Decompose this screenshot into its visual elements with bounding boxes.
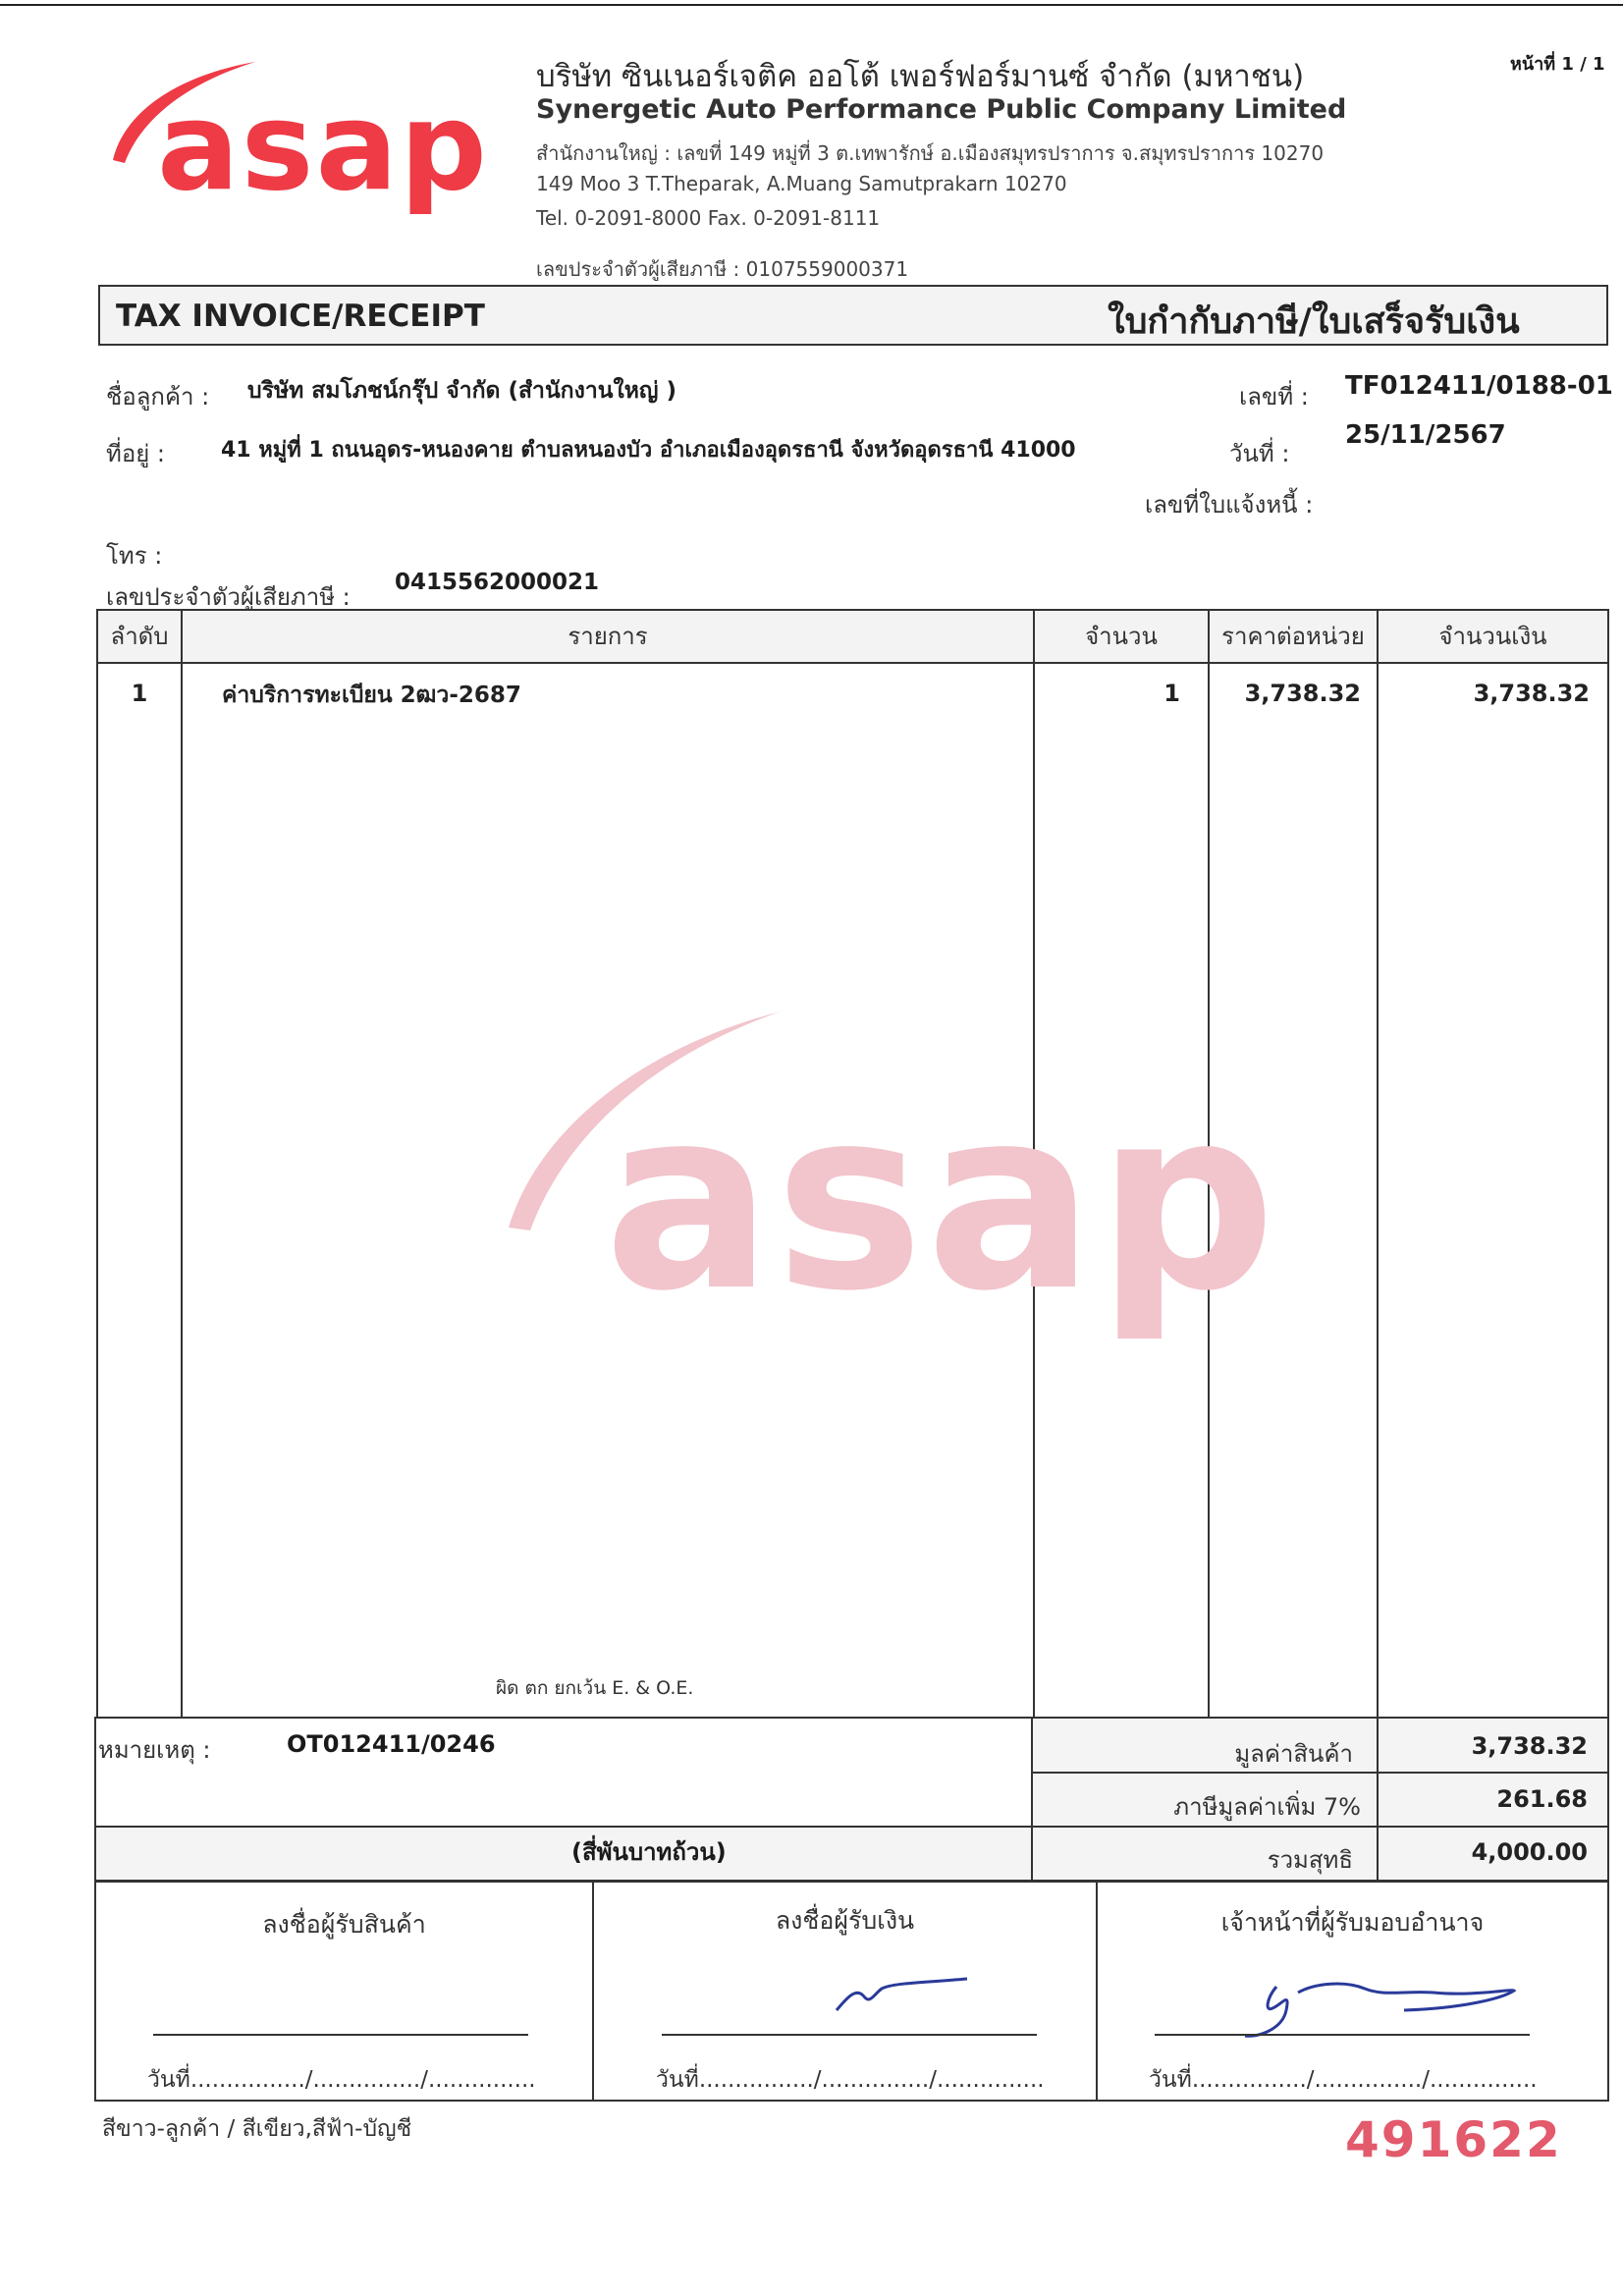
net-total-label: รวมสุทธิ (1267, 1846, 1353, 1874)
date-label: วันที่ (656, 2067, 699, 2093)
customer-tax-id-label: เลขประจำตัวผู้เสียภาษี : (106, 583, 351, 611)
row-quantity: 1 (1163, 680, 1180, 707)
date-dots: ................/.............../............... (1191, 2067, 1538, 2093)
column-header-no: ลำดับ (98, 611, 181, 662)
debit-note-label: เลขที่ใบแจ้งหนี้ : (1145, 491, 1314, 519)
payment-signature (835, 1969, 972, 2018)
company-address-thai: สำนักงานใหญ่ : เลขที่ 149 หมู่ที่ 3 ต.เทพารักษ์ อ.เมืองสมุทรปราการ จ.สมุทรปราการ 10270 (536, 141, 1325, 165)
vat-label: ภาษีมูลค่าเพิ่ม 7% (1173, 1793, 1361, 1821)
amount-in-words: (สี่พันบาทถ้วน) (571, 1838, 727, 1866)
column-header-amount: จำนวนเงิน (1379, 611, 1607, 662)
page-number: หน้าที่ 1 / 1 (1510, 54, 1605, 75)
doc-number-label: เลขที่ : (1239, 383, 1309, 410)
signature-title-authorized: เจ้าหน้าที่ผู้รับมอบอำนาจ (1220, 1908, 1485, 1937)
subtotal-label: มูลค่าสินค้า (1234, 1740, 1353, 1768)
authorized-signature (1237, 1979, 1522, 2038)
column-divider (1377, 611, 1379, 1719)
company-logo: asap (157, 77, 489, 218)
date-dots: ................/.............../............... (698, 2067, 1045, 2093)
signature-date-payment (656, 2062, 1045, 2098)
net-total-value: 4,000.00 (1471, 1838, 1588, 1866)
document-title-english: TAX INVOICE/RECEIPT (116, 299, 485, 334)
amount-words-shading (96, 1827, 1033, 1880)
signature-line-payment (662, 2034, 1037, 2036)
row-description: ค่าบริการทะเบียน 2ฒว-2687 (222, 683, 521, 708)
column-header-quantity: จำนวน (1035, 611, 1208, 662)
eoe-note: ผิด ตก ยกเว้น E. & O.E. (496, 1677, 694, 1699)
column-header-unit-price: ราคาต่อหน่วย (1210, 611, 1377, 662)
date-dots: ................/.............../............... (189, 2067, 536, 2093)
company-tax-id: เลขประจำตัวผู้เสียภาษี : 0107559000371 (536, 257, 909, 281)
watermark-logo: asap (604, 1055, 1278, 1346)
customer-address: 41 หมู่ที่ 1 ถนนอุดร-หนองคาย ตำบลหนองบัว อำเภอเมืองอุดรธานี จังหวัดอุดรธานี 41000 (221, 438, 1076, 463)
document-title-thai: ใบกำกับภาษี/ใบเสร็จรับเงิน (1108, 301, 1520, 342)
company-name-english: Synergetic Auto Performance Public Company Limited (536, 94, 1347, 125)
header-divider (98, 662, 1607, 664)
subtotal-value: 3,738.32 (1471, 1732, 1588, 1760)
company-phone: Tel. 0-2091-8000 Fax. 0-2091-8111 (536, 206, 881, 230)
remark-label: หมายเหตุ : (98, 1736, 211, 1764)
signature-line-authorized (1155, 2034, 1530, 2036)
customer-address-label: ที่อยู่ : (106, 440, 166, 467)
company-address-english: 149 Moo 3 T.Theparak, A.Muang Samutprakarn 10270 (536, 172, 1067, 195)
top-border-line (0, 4, 1623, 6)
row-amount: 3,738.32 (1473, 680, 1590, 707)
date-label: วันที่ (1149, 2067, 1192, 2093)
doc-date-label: วันที่ : (1229, 440, 1290, 467)
vat-value: 261.68 (1496, 1785, 1588, 1813)
signature-line-goods (153, 2034, 528, 2036)
company-name-thai: บริษัท ซินเนอร์เจติค ออโต้ เพอร์ฟอร์มานซ์ จำกัด (มหาชน) (536, 59, 1305, 94)
doc-date: 25/11/2567 (1345, 420, 1506, 450)
copy-color-note: สีขาว-ลูกค้า / สีเขียว,สีฟ้า-บัญชี (102, 2116, 412, 2142)
signature-title-payment: ลงชื่อผู้รับเงิน (775, 1906, 915, 1935)
customer-name-label: ชื่อลูกค้า : (106, 383, 210, 410)
customer-phone-label: โทร : (106, 542, 163, 570)
serial-number: 491622 (1345, 2111, 1562, 2168)
row-number: 1 (131, 680, 148, 707)
doc-number: TF012411/0188-01 (1345, 371, 1613, 401)
remark-value: OT012411/0246 (287, 1730, 496, 1758)
column-divider (181, 611, 183, 1719)
customer-tax-id: 0415562000021 (395, 570, 600, 595)
row-unit-price: 3,738.32 (1244, 680, 1361, 707)
signature-date-authorized (1149, 2062, 1538, 2098)
signature-date-goods (147, 2062, 536, 2098)
customer-name: บริษัท สมโภชน์กรุ๊ป จำกัด (สำนักงานใหญ่ ) (247, 378, 676, 404)
column-header-description: รายการ (183, 611, 1033, 662)
totals-row-divider (94, 1826, 1609, 1828)
signature-title-goods: ลงชื่อผู้รับสินค้า (262, 1910, 426, 1939)
date-label: วันที่ (147, 2067, 190, 2093)
